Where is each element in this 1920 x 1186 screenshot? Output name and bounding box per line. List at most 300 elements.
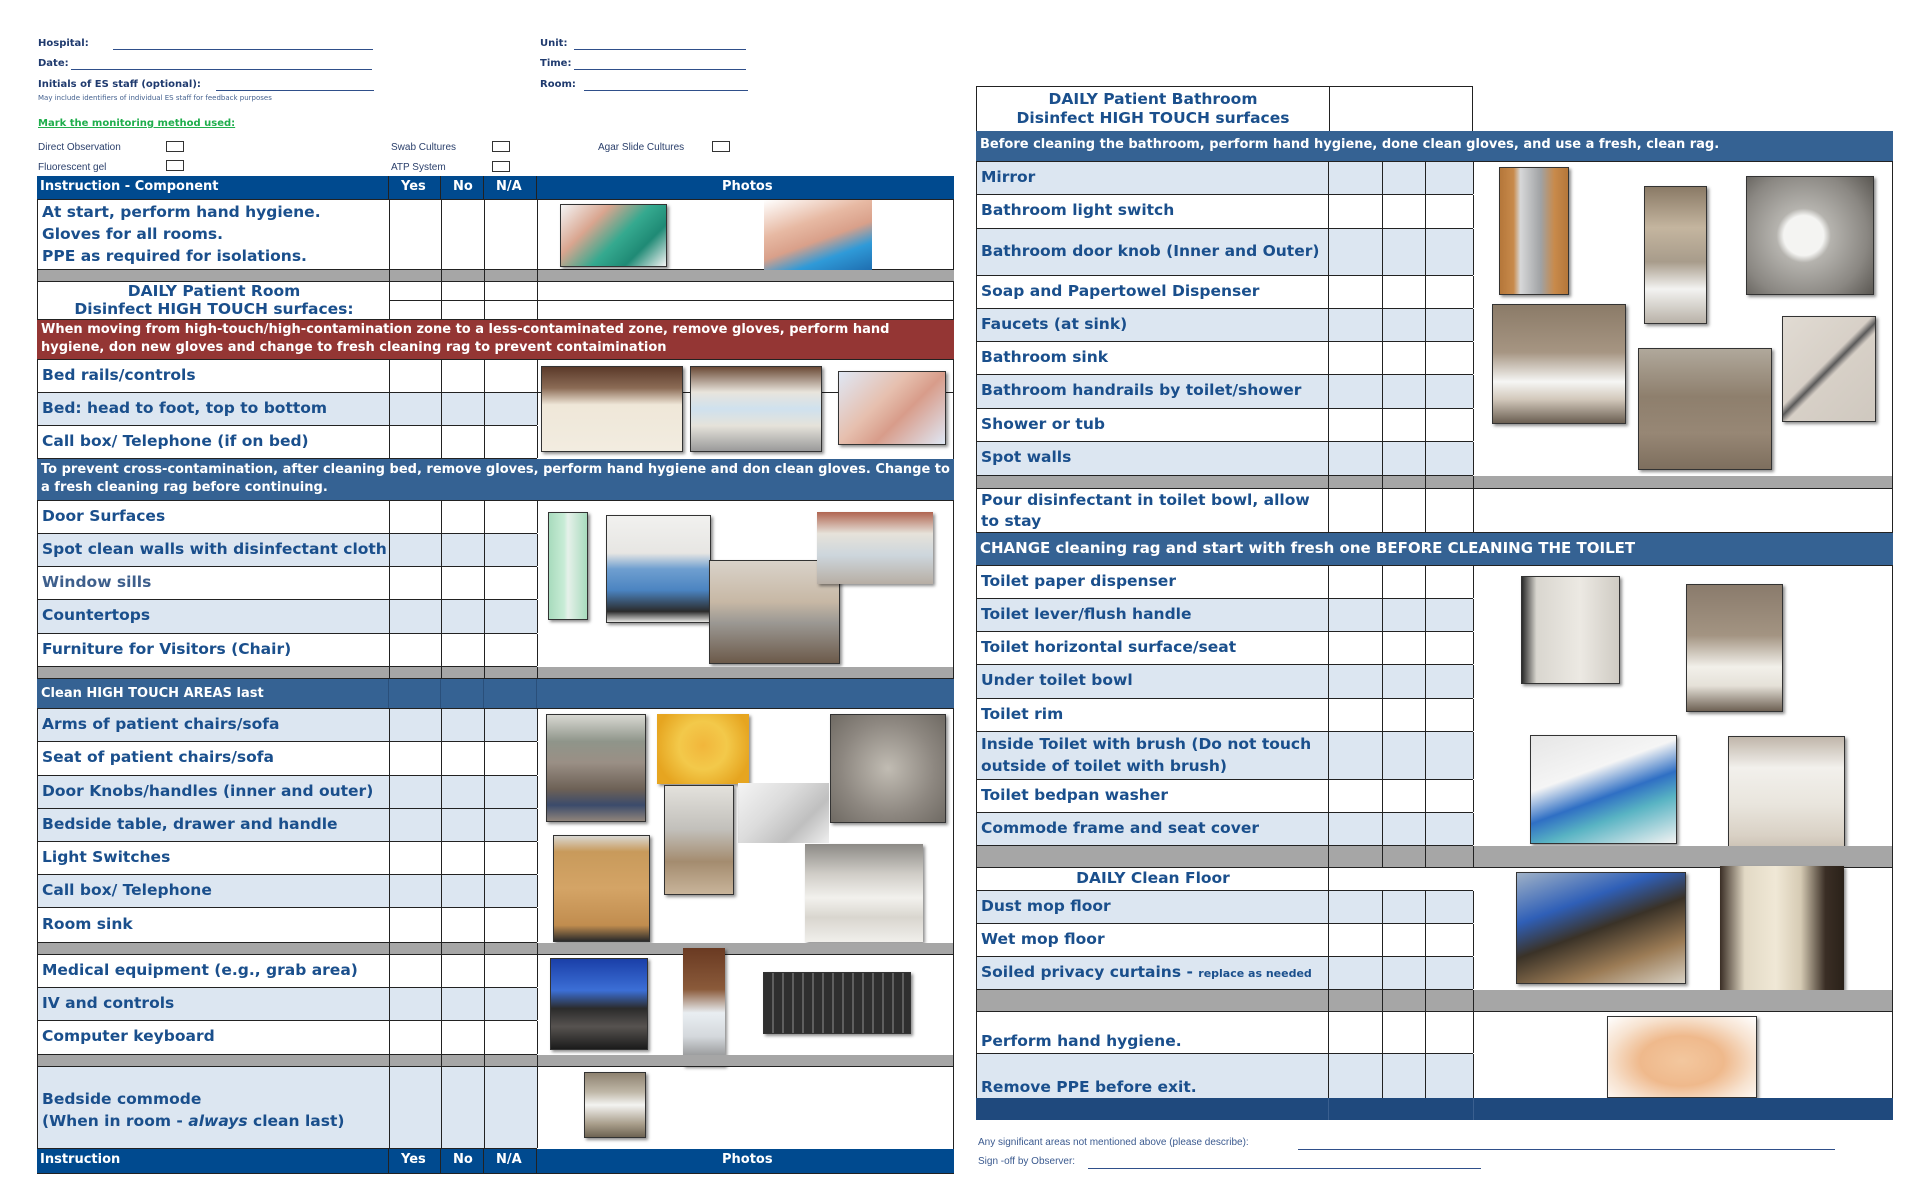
inside-toilet-line-2: outside of toilet with brush) xyxy=(981,757,1228,775)
no-cell[interactable] xyxy=(442,1021,485,1054)
item-label: Light Switches xyxy=(42,848,171,866)
photo-mirror-sink xyxy=(1644,186,1707,324)
yes-cell[interactable] xyxy=(1329,780,1383,812)
high-touch-banner-row xyxy=(37,679,954,709)
photo-door-handle-bath xyxy=(1499,167,1569,295)
bathroom-title-box xyxy=(976,86,1473,131)
other-areas-label: Any significant areas not mentioned above (please describe): xyxy=(978,1137,1249,1148)
na-cell[interactable] xyxy=(1426,276,1474,308)
no-cell[interactable] xyxy=(1383,632,1426,664)
method-atp-system-checkbox[interactable] xyxy=(492,161,510,172)
table-header xyxy=(37,176,954,200)
na-cell[interactable] xyxy=(1426,442,1474,475)
yes-cell[interactable] xyxy=(390,875,442,907)
na-cell[interactable] xyxy=(485,360,538,392)
photo-door-handle xyxy=(657,714,749,784)
item-label: Shower or tub xyxy=(981,415,1105,433)
no-cell[interactable] xyxy=(1383,699,1426,731)
item-label: Mirror xyxy=(981,168,1036,186)
yes-cell[interactable] xyxy=(390,567,442,599)
method-agar-slide-label: Agar Slide Cultures xyxy=(598,142,685,153)
spacer-row xyxy=(976,990,1893,1012)
item-label: Call box/ Telephone (if on bed) xyxy=(42,432,309,450)
photo-computer-workstation xyxy=(550,958,648,1050)
na-cell[interactable] xyxy=(485,200,538,269)
table-row xyxy=(37,600,537,634)
table-row xyxy=(976,162,1473,195)
table-row xyxy=(37,393,537,426)
table-row xyxy=(976,442,1473,476)
table-row xyxy=(37,501,537,534)
header-photos: Photos xyxy=(722,179,773,194)
na-cell[interactable] xyxy=(1426,891,1474,923)
na-cell[interactable] xyxy=(485,742,538,775)
photo-overbed-table xyxy=(664,785,734,895)
item-label: Dust mop floor xyxy=(981,897,1111,915)
footer-yes: Yes xyxy=(401,1152,426,1167)
na-cell[interactable] xyxy=(485,1021,538,1054)
yes-cell[interactable] xyxy=(390,501,442,533)
na-cell[interactable] xyxy=(485,809,538,841)
yes-cell[interactable] xyxy=(1329,489,1383,532)
hospital-field[interactable] xyxy=(113,49,373,50)
table-row xyxy=(37,534,537,567)
item-label: Soap and Papertowel Dispenser xyxy=(981,282,1260,300)
item-label: Bed: head to foot, top to bottom xyxy=(42,399,328,417)
no-cell[interactable] xyxy=(442,600,485,633)
table-row xyxy=(976,195,1473,229)
photo-bathroom-dispensers-sink xyxy=(1492,304,1626,424)
commode-line-2: (When in room - always clean last) xyxy=(42,1112,345,1130)
yes-cell[interactable] xyxy=(390,634,442,666)
yes-cell[interactable] xyxy=(1329,665,1383,698)
yes-cell[interactable] xyxy=(1329,632,1383,664)
yes-cell[interactable] xyxy=(1329,813,1383,845)
method-swab-cultures-checkbox[interactable] xyxy=(492,141,510,152)
item-label: Bathroom handrails by toilet/shower xyxy=(981,381,1302,399)
item-label: Computer keyboard xyxy=(42,1027,215,1045)
room-field[interactable] xyxy=(584,90,748,91)
commode-line-1: Bedside commode xyxy=(42,1090,202,1108)
no-cell[interactable] xyxy=(442,988,485,1020)
section-title-line-2: Disinfect HIGH TOUCH surfaces: xyxy=(74,300,354,318)
photo-gloved-hand xyxy=(560,204,667,267)
inside-toilet-line-1: Inside Toilet with brush (Do not touch xyxy=(981,735,1312,753)
item-label: Door Surfaces xyxy=(42,507,166,525)
item-label: Commode frame and seat cover xyxy=(981,819,1259,837)
spacer-row xyxy=(37,270,954,282)
photo-grab-bar xyxy=(1782,316,1876,422)
table-row xyxy=(976,665,1473,699)
table-row xyxy=(976,632,1473,665)
method-atp-system-label: ATP System xyxy=(391,162,446,173)
item-label: Perform hand hygiene. xyxy=(981,1032,1182,1050)
item-label: IV and controls xyxy=(42,994,175,1012)
photo-room-sink xyxy=(805,844,923,942)
yes-cell[interactable] xyxy=(1329,924,1383,956)
no-cell[interactable] xyxy=(442,534,485,566)
item-label: Spot walls xyxy=(981,448,1072,466)
spacer-row xyxy=(37,943,954,955)
yes-cell[interactable] xyxy=(1329,162,1383,194)
na-cell[interactable] xyxy=(485,908,538,942)
item-label: Spot clean walls with disinfectant cloth xyxy=(42,540,387,558)
photo-bed-controls xyxy=(690,366,822,452)
start-line-3: PPE as required for isolations. xyxy=(42,247,307,265)
yes-cell[interactable] xyxy=(1329,375,1383,408)
photo-window-sill xyxy=(817,512,933,584)
contamination-warning-banner: When moving from high-touch/high-contamination zone to a less-contaminated zone, remove gloves, perform hand hygiene, don new gloves and change to fresh cleaning rag to prevent contaimination xyxy=(37,320,954,360)
header-na: N/A xyxy=(496,179,522,194)
table-row xyxy=(976,813,1473,846)
na-cell[interactable] xyxy=(1426,409,1474,441)
table-row xyxy=(976,342,1473,375)
yes-cell[interactable] xyxy=(390,742,442,775)
no-cell[interactable] xyxy=(442,875,485,907)
footer-photos: Photos xyxy=(722,1152,773,1167)
no-cell[interactable] xyxy=(1383,442,1426,475)
no-cell[interactable] xyxy=(442,634,485,666)
section-title-line-1: DAILY Patient Room xyxy=(127,282,301,300)
no-cell[interactable] xyxy=(1383,599,1426,631)
na-cell[interactable] xyxy=(485,501,538,533)
item-label: Bathroom door knob (Inner and Outer) xyxy=(981,242,1320,260)
no-cell[interactable] xyxy=(1383,195,1426,228)
na-cell[interactable] xyxy=(485,534,538,566)
no-cell[interactable] xyxy=(442,1067,485,1148)
method-swab-cultures-label: Swab Cultures xyxy=(391,142,457,153)
table-row xyxy=(976,699,1473,732)
no-cell[interactable] xyxy=(1383,489,1426,532)
photo-patient-chair xyxy=(546,714,646,822)
spacer-row xyxy=(976,846,1893,868)
yes-cell[interactable] xyxy=(1329,699,1383,731)
photo-light-switch-plate xyxy=(830,714,946,823)
unit-field[interactable] xyxy=(574,49,746,50)
yes-cell[interactable] xyxy=(1329,309,1383,341)
table-row xyxy=(37,1021,537,1055)
photo-mopping-floor xyxy=(1516,872,1686,984)
na-cell[interactable] xyxy=(1426,1012,1474,1053)
photo-call-box-cord xyxy=(738,783,829,843)
spacer-row xyxy=(37,1055,954,1067)
na-cell[interactable] xyxy=(1426,162,1474,194)
date-label: Date: xyxy=(38,58,69,69)
table-row xyxy=(37,709,537,742)
no-cell[interactable] xyxy=(1383,566,1426,598)
na-cell[interactable] xyxy=(1426,566,1474,598)
item-label: Seat of patient chairs/sofa xyxy=(42,748,274,766)
photo-hand-sanitizer-pump xyxy=(764,200,872,270)
yes-cell[interactable] xyxy=(390,842,442,874)
photo-toilet-flush-lever xyxy=(1521,576,1620,684)
initials-field[interactable] xyxy=(216,90,374,91)
na-cell[interactable] xyxy=(485,634,538,666)
no-cell[interactable] xyxy=(1383,732,1426,779)
yes-cell[interactable] xyxy=(1329,957,1383,989)
no-cell[interactable] xyxy=(1383,665,1426,698)
item-label: Door Knobs/handles (inner and outer) xyxy=(42,782,374,800)
yes-cell[interactable] xyxy=(390,600,442,633)
na-cell[interactable] xyxy=(1426,229,1474,275)
table-row xyxy=(976,375,1473,409)
no-cell[interactable] xyxy=(442,567,485,599)
time-label: Time: xyxy=(540,58,572,69)
table-row xyxy=(976,599,1473,632)
yes-cell[interactable] xyxy=(1329,1054,1383,1098)
photo-iv-pole-pump xyxy=(683,948,725,1066)
method-fluorescent-gel-label: Fluorescent gel xyxy=(38,162,107,173)
no-cell[interactable] xyxy=(1383,342,1426,374)
yes-cell[interactable] xyxy=(390,955,442,987)
table-row xyxy=(37,1067,537,1149)
na-cell[interactable] xyxy=(485,842,538,874)
no-cell[interactable] xyxy=(442,842,485,874)
room-label: Room: xyxy=(540,79,576,90)
no-cell[interactable] xyxy=(1383,813,1426,845)
item-label: Bathroom sink xyxy=(981,348,1109,366)
no-cell[interactable] xyxy=(1383,1054,1426,1098)
table-footer-bar xyxy=(976,1098,1893,1120)
no-cell[interactable] xyxy=(442,955,485,987)
yes-cell[interactable] xyxy=(390,393,442,425)
right-checklist-table xyxy=(976,86,1893,1120)
na-cell[interactable] xyxy=(485,709,538,741)
na-cell[interactable] xyxy=(1426,342,1474,374)
footer-instruction: Instruction xyxy=(40,1152,121,1167)
na-cell[interactable] xyxy=(1426,195,1474,228)
monitoring-method-title: Mark the monitoring method used: xyxy=(38,118,236,129)
yes-cell[interactable] xyxy=(1329,732,1383,779)
photo-raised-toilet-seat xyxy=(1728,736,1845,861)
item-label: Furniture for Visitors (Chair) xyxy=(42,640,292,658)
na-cell[interactable] xyxy=(485,1067,538,1148)
na-cell[interactable] xyxy=(1426,732,1474,779)
footer-no: No xyxy=(453,1152,473,1167)
date-field[interactable] xyxy=(71,69,372,70)
na-cell[interactable] xyxy=(1426,957,1474,989)
photo-hospital-bed xyxy=(541,366,683,452)
time-field[interactable] xyxy=(574,69,746,70)
no-cell[interactable] xyxy=(1383,409,1426,441)
item-label: Under toilet bowl xyxy=(981,671,1133,689)
table-row xyxy=(37,875,537,908)
no-cell[interactable] xyxy=(1383,309,1426,341)
bathroom-title-line-2: Disinfect HIGH TOUCH surfaces xyxy=(1016,109,1290,127)
no-cell[interactable] xyxy=(442,776,485,808)
table-row xyxy=(976,229,1473,276)
photo-staff-wiping-wall xyxy=(606,515,711,623)
yes-cell[interactable] xyxy=(1329,442,1383,475)
yes-cell[interactable] xyxy=(1329,891,1383,923)
left-checklist-table xyxy=(37,176,954,1174)
header-instruction: Instruction - Component xyxy=(40,179,219,194)
yes-cell[interactable] xyxy=(390,1021,442,1054)
table-footer-header xyxy=(37,1149,954,1174)
table-row xyxy=(976,1054,1473,1098)
method-fluorescent-gel-checkbox[interactable] xyxy=(166,160,184,171)
no-cell[interactable] xyxy=(442,742,485,775)
no-cell[interactable] xyxy=(1383,924,1426,956)
photo-keyboard-stethoscope xyxy=(763,972,911,1034)
item-label: Toilet lever/flush handle xyxy=(981,605,1192,623)
no-cell[interactable] xyxy=(1383,1012,1426,1053)
section-title-row xyxy=(37,282,954,320)
table-row xyxy=(976,780,1473,813)
yes-cell[interactable] xyxy=(1329,342,1383,374)
method-direct-observation-checkbox[interactable] xyxy=(166,141,184,152)
item-label: Countertops xyxy=(42,606,151,624)
na-cell[interactable] xyxy=(1426,699,1474,731)
yes-cell[interactable] xyxy=(390,776,442,808)
na-cell[interactable] xyxy=(1426,489,1474,532)
header-no: No xyxy=(453,179,473,194)
item-label: Medical equipment (e.g., grab area) xyxy=(42,961,358,979)
no-cell[interactable] xyxy=(1383,229,1426,275)
table-row xyxy=(976,957,1473,990)
na-cell[interactable] xyxy=(1426,599,1474,631)
na-cell[interactable] xyxy=(1426,1054,1474,1098)
na-cell[interactable] xyxy=(1426,780,1474,812)
yes-cell[interactable] xyxy=(1329,566,1383,598)
item-label: Arms of patient chairs/sofa xyxy=(42,715,280,733)
table-row xyxy=(37,809,537,842)
no-cell[interactable] xyxy=(442,393,485,425)
table-row xyxy=(37,776,537,809)
yes-cell[interactable] xyxy=(390,988,442,1020)
photo-privacy-curtain xyxy=(1720,866,1844,990)
na-cell[interactable] xyxy=(1426,665,1474,698)
method-direct-observation-label: Direct Observation xyxy=(38,142,121,153)
table-row xyxy=(37,567,537,600)
table-row xyxy=(37,742,537,776)
item-label: Bathroom light switch xyxy=(981,201,1175,219)
table-row xyxy=(37,988,537,1021)
item-label: Call box/ Telephone xyxy=(42,881,212,899)
photo-hand-washing xyxy=(1607,1016,1757,1098)
no-cell[interactable] xyxy=(442,426,485,458)
table-row xyxy=(976,924,1473,957)
na-cell[interactable] xyxy=(1426,375,1474,408)
no-cell[interactable] xyxy=(1383,375,1426,408)
yes-cell[interactable] xyxy=(390,534,442,566)
floor-title: DAILY Clean Floor xyxy=(1076,869,1230,887)
item-label: Remove PPE before exit. xyxy=(981,1078,1197,1096)
photo-toilet-with-rails xyxy=(1686,584,1783,712)
unit-label: Unit: xyxy=(540,38,568,49)
item-label: Toilet horizontal surface/seat xyxy=(981,638,1237,656)
yes-cell[interactable] xyxy=(390,809,442,841)
yes-cell[interactable] xyxy=(390,360,442,392)
item-label: Bed rails/controls xyxy=(42,366,196,384)
na-cell[interactable] xyxy=(1426,309,1474,341)
photo-green-door xyxy=(548,512,588,620)
item-label: Toilet paper dispenser xyxy=(981,572,1176,590)
table-row xyxy=(976,891,1473,924)
no-cell[interactable] xyxy=(442,709,485,741)
pour-line-2: to stay xyxy=(981,512,1042,530)
no-cell[interactable] xyxy=(1383,891,1426,923)
na-cell[interactable] xyxy=(485,955,538,987)
cross-contamination-banner: To prevent cross-contamination, after cleaning bed, remove gloves, perform hand hygiene and don clean gloves. Change to a fresh cleaning rag before continuing. xyxy=(37,459,954,501)
yes-cell[interactable] xyxy=(390,709,442,741)
table-row xyxy=(37,426,537,459)
header-yes: Yes xyxy=(401,179,426,194)
na-cell[interactable] xyxy=(485,393,538,425)
na-cell[interactable] xyxy=(485,875,538,907)
table-row xyxy=(37,955,537,988)
no-cell[interactable] xyxy=(1383,276,1426,308)
change-rag-banner: CHANGE cleaning rag and start with fresh one BEFORE CLEANING THE TOILET xyxy=(976,533,1893,566)
item-label: Toilet bedpan washer xyxy=(981,786,1168,804)
no-cell[interactable] xyxy=(1383,780,1426,812)
no-cell[interactable] xyxy=(442,809,485,841)
yes-cell[interactable] xyxy=(390,200,442,269)
no-cell[interactable] xyxy=(442,360,485,392)
table-row xyxy=(976,1012,1473,1054)
item-label: Window sills xyxy=(42,573,152,591)
yes-cell[interactable] xyxy=(1329,409,1383,441)
curtains-label: Soiled privacy curtains - replace as needed xyxy=(981,963,1312,981)
photo-switch-plate-bath xyxy=(1746,176,1874,295)
table-row xyxy=(976,489,1893,533)
yes-cell[interactable] xyxy=(1329,229,1383,275)
yes-cell[interactable] xyxy=(390,1067,442,1148)
spacer-row xyxy=(976,476,1893,489)
start-line-1: At start, perform hand hygiene. xyxy=(42,203,321,221)
table-row xyxy=(37,842,537,875)
other-areas-field[interactable] xyxy=(1298,1149,1835,1150)
photo-patient-hand-wristband xyxy=(838,371,946,445)
item-label: Bedside table, drawer and handle xyxy=(42,815,338,833)
photo-shower-stall xyxy=(1638,348,1772,470)
no-cell[interactable] xyxy=(442,908,485,942)
photo-bedside-table-drawers xyxy=(553,835,650,942)
no-cell[interactable] xyxy=(1383,162,1426,194)
spacer-row xyxy=(37,667,954,679)
pour-line-1: Pour disinfectant in toilet bowl, allow xyxy=(981,491,1310,509)
table-row xyxy=(976,309,1473,342)
yes-cell[interactable] xyxy=(1329,1012,1383,1053)
signoff-label: Sign -off by Observer: xyxy=(978,1156,1076,1167)
na-cell[interactable] xyxy=(1426,813,1474,845)
table-row xyxy=(976,276,1473,309)
na-cell[interactable] xyxy=(485,426,538,458)
method-agar-slide-checkbox[interactable] xyxy=(712,141,730,152)
na-cell[interactable] xyxy=(1426,632,1474,664)
item-label: Room sink xyxy=(42,915,133,933)
high-touch-banner: Clean HIGH TOUCH AREAS last xyxy=(41,686,264,701)
na-cell[interactable] xyxy=(485,600,538,633)
start-line-2: Gloves for all rooms. xyxy=(42,225,224,243)
na-cell[interactable] xyxy=(485,776,538,808)
table-row xyxy=(37,634,537,667)
yes-cell[interactable] xyxy=(1329,276,1383,308)
signoff-field[interactable] xyxy=(1088,1168,1481,1169)
yes-cell[interactable] xyxy=(390,426,442,458)
na-cell[interactable] xyxy=(1426,924,1474,956)
bathroom-title-line-1: DAILY Patient Bathroom xyxy=(1048,90,1258,108)
yes-cell[interactable] xyxy=(1329,195,1383,228)
yes-cell[interactable] xyxy=(1329,599,1383,631)
na-cell[interactable] xyxy=(485,988,538,1020)
item-label: Toilet rim xyxy=(981,705,1064,723)
no-cell[interactable] xyxy=(442,200,485,269)
no-cell[interactable] xyxy=(442,501,485,533)
yes-cell[interactable] xyxy=(390,908,442,942)
no-cell[interactable] xyxy=(1383,957,1426,989)
na-cell[interactable] xyxy=(485,567,538,599)
